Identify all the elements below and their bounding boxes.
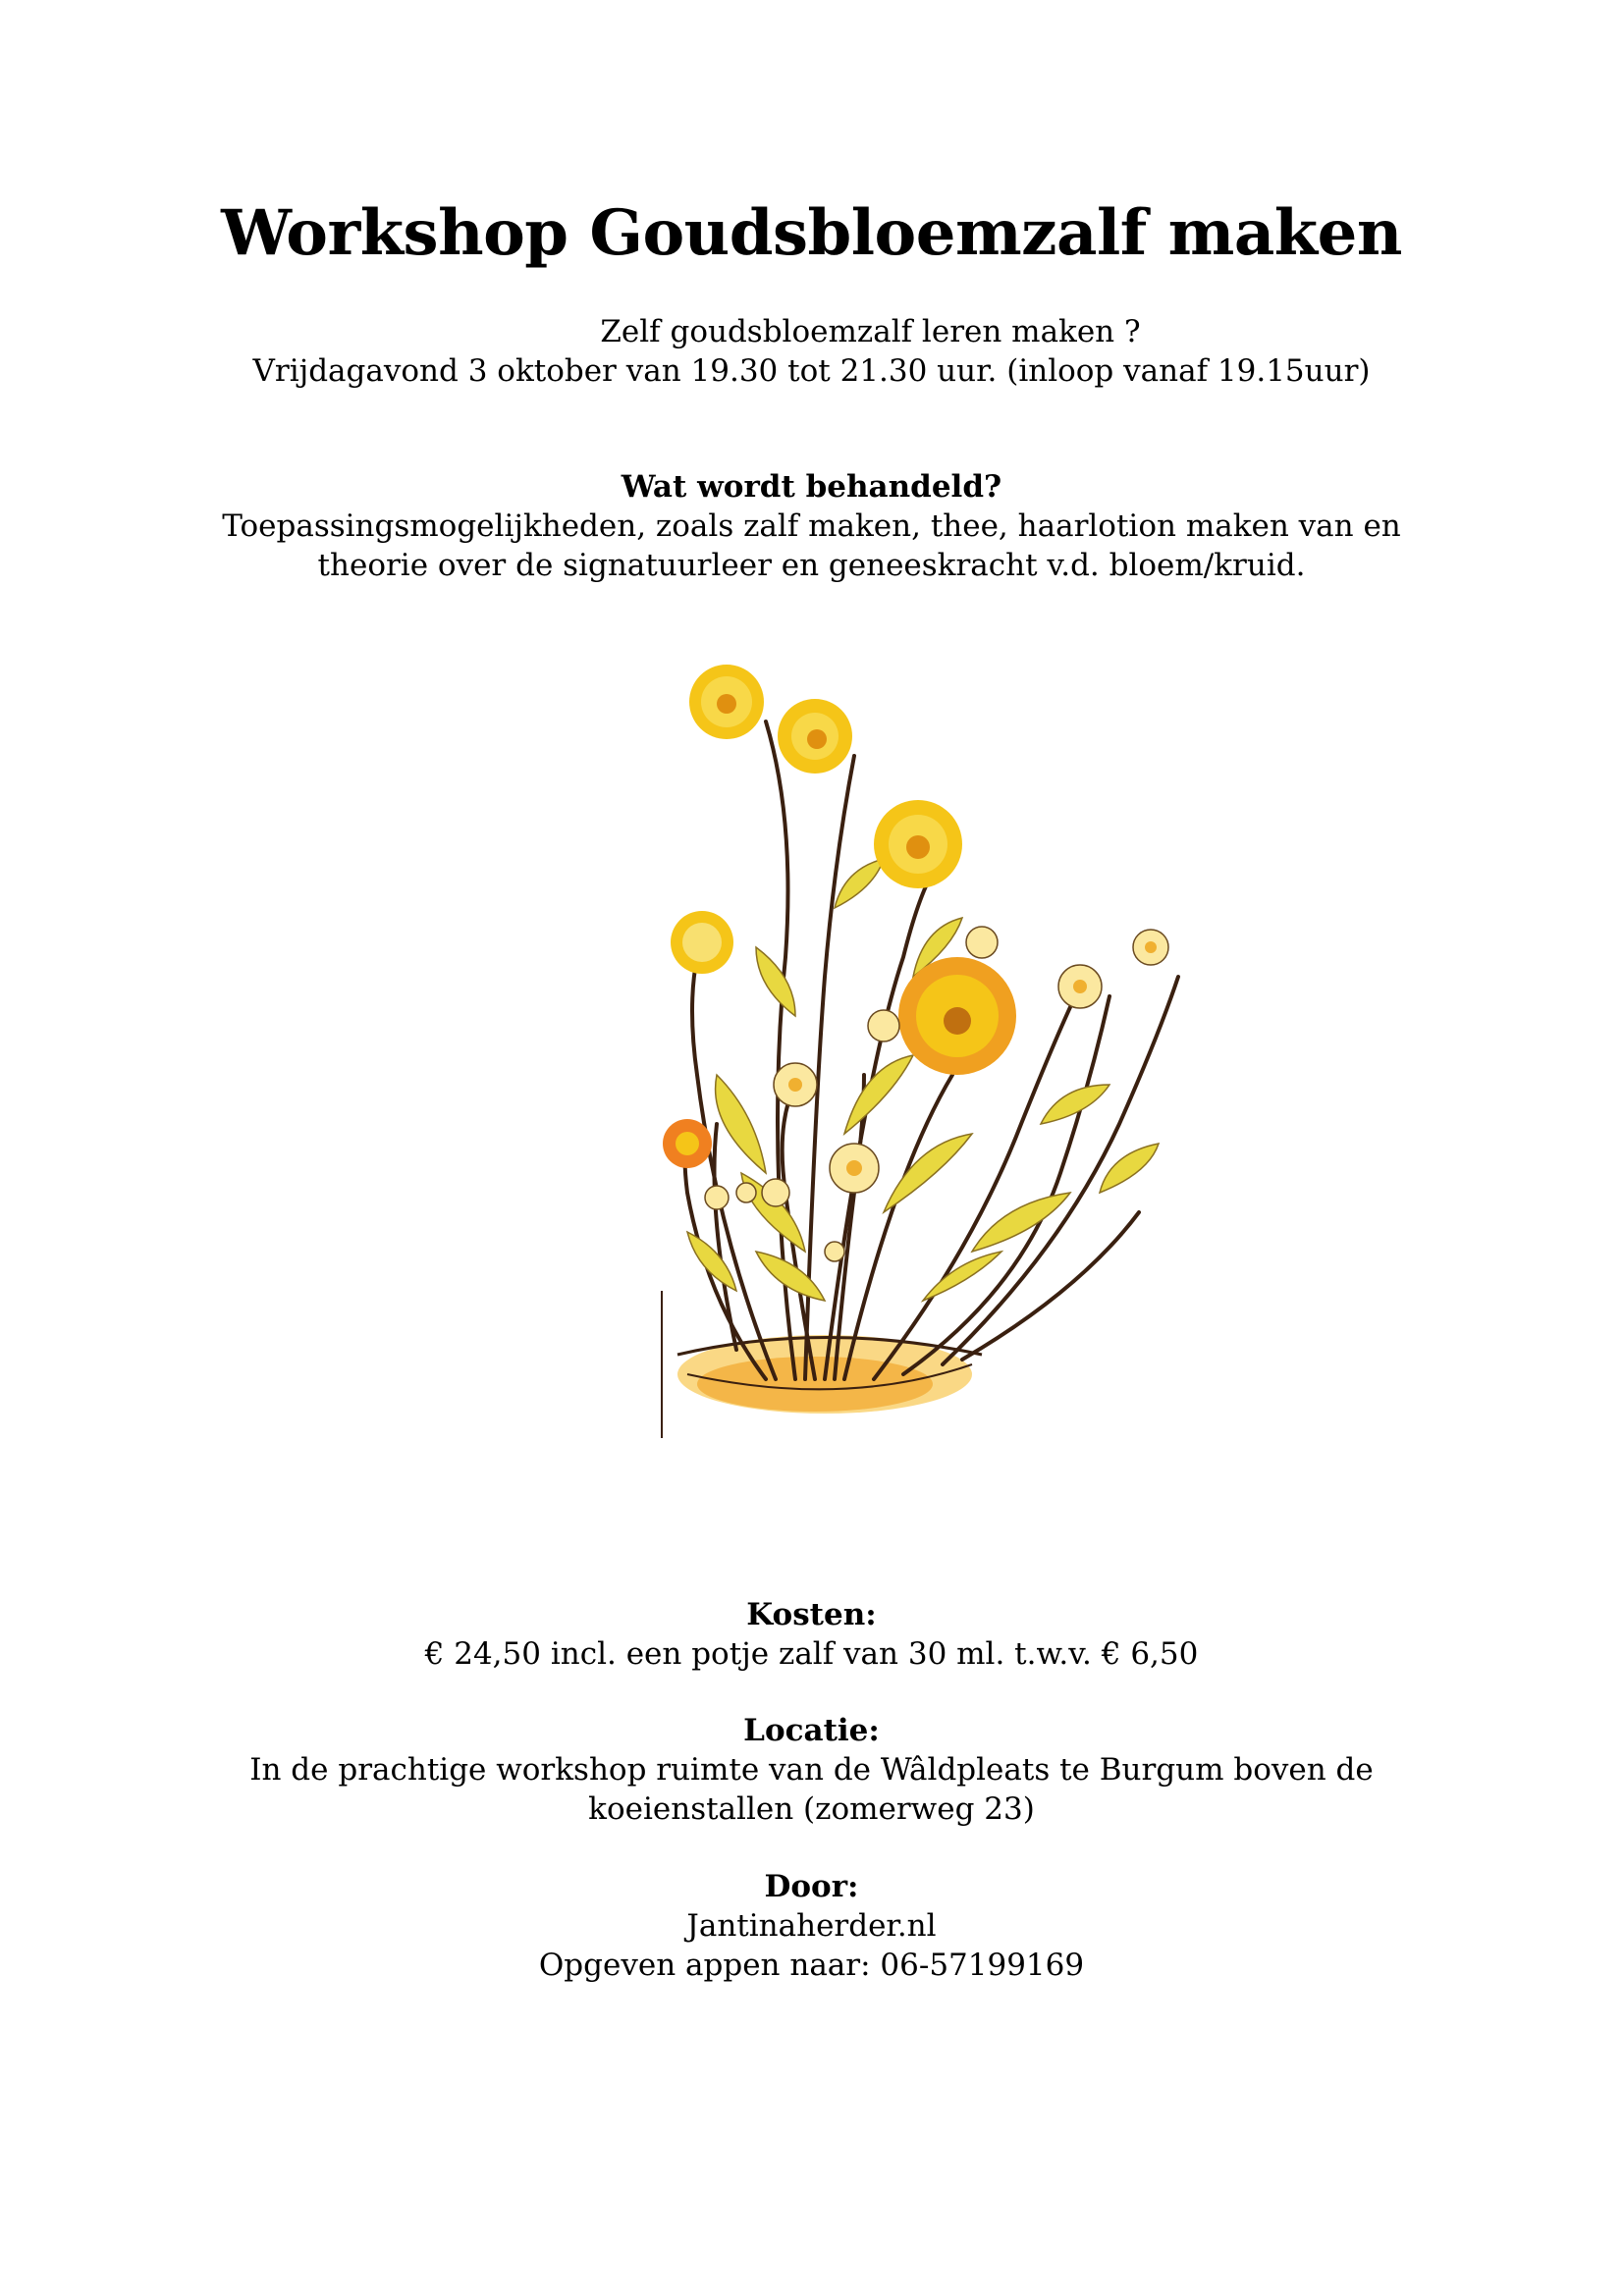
intro-line-1: Zelf goudsbloemzalf leren maken ? [600,314,1141,349]
topics-line-1: Toepassingsmogelijkheden, zoals zalf maken, thee, haarlotion maken van en [222,508,1401,544]
flower-middle [874,800,962,888]
flower-large-orange [898,957,1016,1075]
calendula-illustration [648,663,1276,1448]
location-line-2: koeienstallen (zomerweg 23) [588,1791,1035,1827]
signup-text: Opgeven appen naar: 06-57199169 [538,1948,1085,1983]
website-text: Jantinaherder.nl [686,1908,937,1944]
by-heading: Door: [764,1869,859,1904]
flower-top-left [689,665,764,739]
topics-line-2: theorie over de signatuurleer en geneeskracht v.d. bloem/kruid. [317,548,1306,583]
flower-small-orange [663,1119,712,1168]
flower-left [671,911,733,974]
flower-top-right [778,699,852,774]
location-heading: Locatie: [743,1713,880,1748]
page-title: Workshop Goudsbloemzalf maken [221,196,1402,270]
intro-line-2: Vrijdagavond 3 oktober van 19.30 tot 21.30 uur. (inloop vanaf 19.15uur) [252,353,1371,389]
location-line-1: In de prachtige workshop ruimte van de Wâldpleats te Burgum boven de [249,1752,1374,1788]
topics-heading: Wat wordt behandeld? [621,469,1002,505]
costs-text: € 24,50 incl. een potje zalf van 30 ml. t.w.v. € 6,50 [424,1636,1199,1672]
costs-heading: Kosten: [746,1597,877,1632]
